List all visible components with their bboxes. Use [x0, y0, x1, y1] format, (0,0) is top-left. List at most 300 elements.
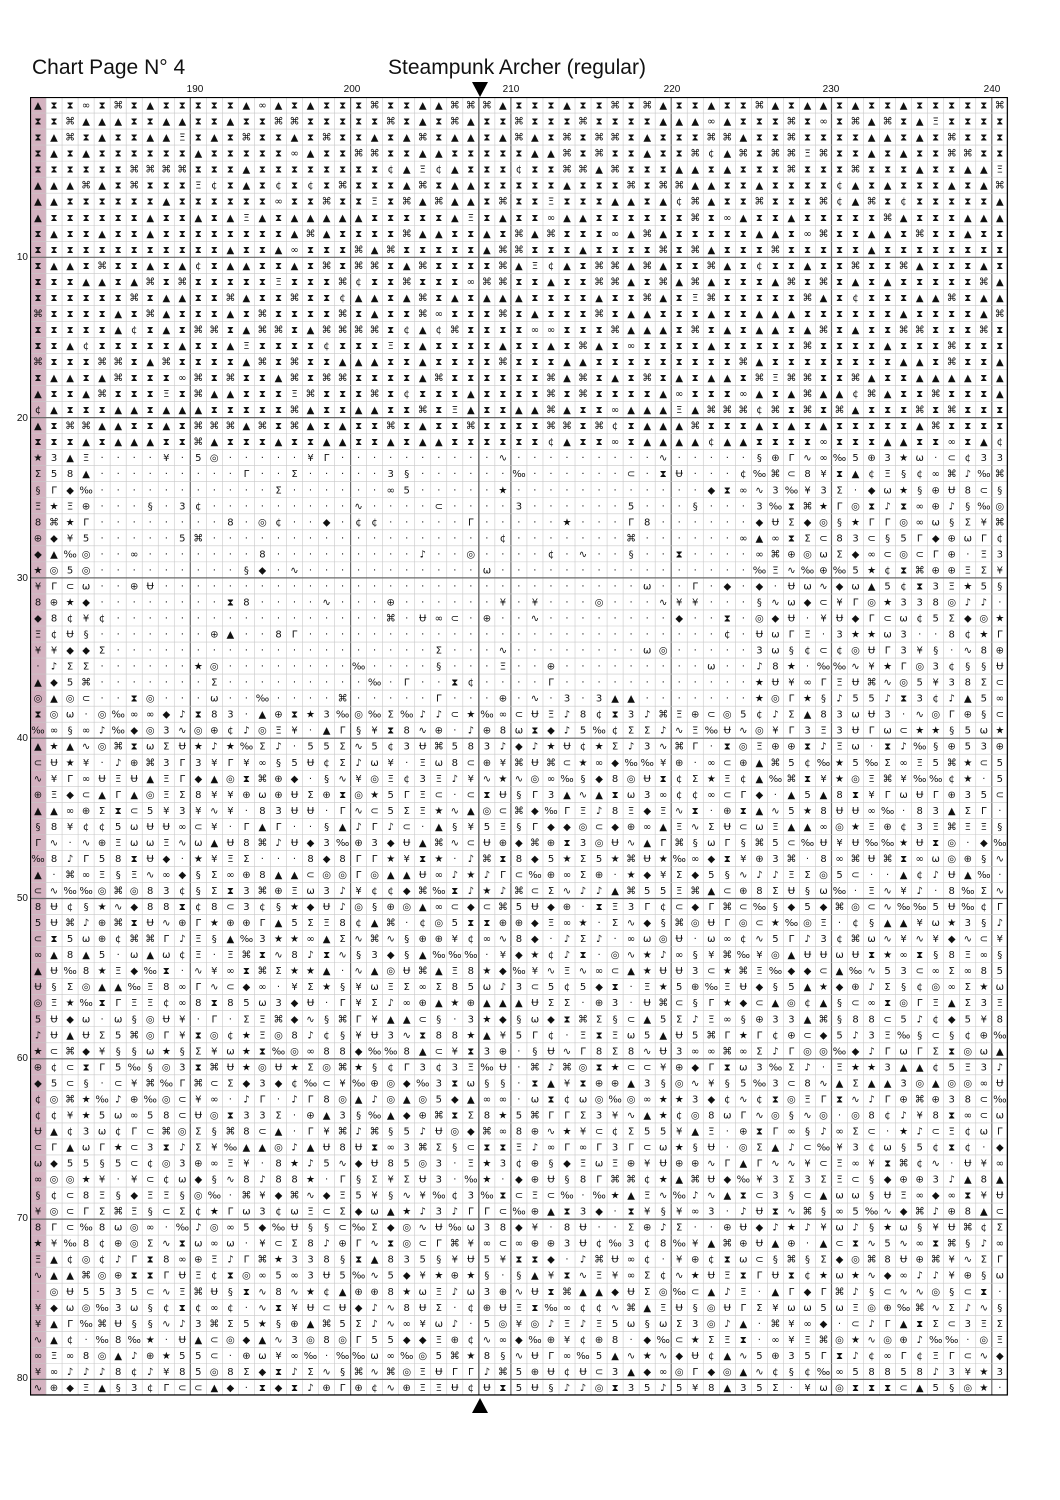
stitch-symbol: ▲ [50, 805, 58, 817]
stitch-symbol: 5 [852, 693, 859, 705]
stitch-symbol: ¢ [66, 613, 74, 625]
stitch-symbol: ⧗ [467, 325, 475, 336]
stitch-symbol: ⊂ [979, 1110, 988, 1122]
stitch-symbol: ∿ [274, 950, 283, 962]
stitch-symbol: ⧗ [451, 1078, 459, 1090]
stitch-symbol: ◎ [979, 1334, 989, 1346]
stitch-symbol: ▲ [659, 405, 668, 417]
stitch-symbol: ¥ [980, 517, 987, 529]
stitch-symbol: · [116, 517, 120, 529]
stitch-symbol: Γ [596, 1174, 602, 1186]
stitch-symbol: ¥ [339, 1078, 346, 1090]
stitch-symbol: ◎ [851, 501, 860, 513]
stitch-symbol: ⊂ [819, 1158, 828, 1170]
stitch-symbol: ‰ [351, 1078, 366, 1090]
stitch-symbol: · [148, 453, 152, 465]
stitch-symbol: ▲ [50, 549, 58, 561]
stitch-symbol: · [629, 453, 633, 465]
stitch-symbol: ⧗ [563, 292, 571, 304]
stitch-symbol: · [357, 581, 361, 593]
stitch-symbol: 3 [772, 1078, 779, 1090]
stitch-symbol: ⧗ [932, 132, 940, 144]
stitch-symbol: · [276, 677, 281, 689]
stitch-symbol: Γ [355, 1014, 362, 1026]
stitch-symbol: ▲ [434, 998, 443, 1010]
stitch-symbol: ⧗ [611, 789, 619, 801]
stitch-symbol: ▲ [466, 389, 475, 401]
stitch-symbol: 8 [563, 1222, 571, 1234]
stitch-symbol: ⧗ [50, 100, 58, 112]
stitch-symbol: ◎ [466, 549, 476, 561]
stitch-symbol: ▲ [499, 998, 507, 1010]
stitch-symbol: ⧗ [916, 196, 924, 208]
stitch-symbol: 8 [259, 549, 266, 561]
stitch-symbol: ★ [161, 1350, 171, 1362]
stitch-symbol: 3 [692, 1318, 699, 1330]
stitch-symbol: ∿ [963, 934, 972, 946]
stitch-symbol: ♪ [419, 549, 426, 561]
stitch-symbol: ▲ [995, 212, 1004, 224]
stitch-symbol: ⧗ [707, 421, 715, 433]
stitch-symbol: ⊂ [514, 1190, 524, 1202]
stitch-symbol: ▲ [274, 918, 283, 930]
stitch-symbol: Γ [403, 789, 410, 801]
stitch-symbol: ⧗ [739, 260, 747, 272]
stitch-symbol: · [709, 613, 713, 625]
stitch-symbol: · [853, 485, 858, 497]
stitch-symbol: 3 [547, 789, 555, 801]
stitch-symbol: ⧗ [355, 341, 363, 352]
stitch-symbol: ⌘ [97, 389, 108, 401]
stitch-symbol: · [645, 469, 649, 481]
stitch-symbol: · [453, 549, 457, 561]
stitch-symbol: ‰ [367, 1110, 382, 1122]
stitch-symbol: ▲ [627, 1366, 635, 1378]
stitch-symbol: · [132, 677, 136, 689]
stitch-symbol: ω [643, 934, 652, 946]
stitch-symbol: ♪ [579, 1254, 587, 1266]
stitch-symbol: ⧗ [787, 244, 795, 256]
stitch-symbol: · [116, 533, 120, 545]
stitch-symbol: ⧗ [98, 196, 106, 208]
stitch-symbol: ⊕ [402, 1382, 411, 1394]
stitch-symbol: ★ [626, 870, 636, 881]
stitch-symbol: ⌘ [690, 212, 701, 224]
stitch-symbol: · [357, 645, 361, 657]
stitch-symbol: ¥ [756, 950, 763, 962]
stitch-symbol: ⧗ [659, 148, 667, 160]
stitch-symbol: ⌘ [658, 276, 669, 288]
stitch-symbol: · [709, 549, 713, 561]
stitch-symbol: ¥ [371, 725, 378, 737]
stitch-symbol: Ξ [948, 1126, 955, 1138]
stitch-symbol: · [741, 677, 745, 689]
stitch-symbol: ⊕ [514, 918, 524, 930]
stitch-symbol: ⧗ [130, 260, 138, 272]
stitch-symbol: ⌘ [369, 148, 380, 160]
stitch-symbol: ‰ [480, 1190, 494, 1202]
stitch-symbol: ⧗ [178, 308, 186, 320]
stitch-symbol: ⧗ [323, 421, 331, 433]
stitch-symbol: · [533, 581, 537, 593]
stitch-symbol: 5 [451, 741, 458, 753]
stitch-symbol: ⧗ [194, 244, 202, 256]
stitch-symbol: ◆ [386, 837, 395, 849]
stitch-symbol: ◎ [851, 1110, 860, 1122]
stitch-symbol: Ξ [868, 821, 875, 833]
stitch-symbol: · [292, 517, 297, 529]
stitch-symbol: · [725, 453, 729, 465]
stitch-symbol: ▲ [819, 292, 828, 304]
stitch-symbol: ¢ [179, 950, 186, 962]
stitch-symbol: ⧗ [948, 325, 956, 336]
stitch-symbol: ⧗ [499, 421, 507, 433]
stitch-symbol: · [180, 966, 184, 978]
stitch-symbol: 5 [996, 773, 1003, 785]
stitch-symbol: ⧗ [210, 308, 218, 320]
stitch-symbol: 3 [435, 1206, 442, 1218]
stitch-symbol: Σ [211, 870, 218, 881]
stitch-symbol: ⊕ [33, 533, 43, 545]
stitch-symbol: ⌘ [145, 308, 156, 320]
stitch-symbol: ⊕ [482, 757, 492, 769]
stitch-symbol: ▲ [418, 100, 427, 112]
stitch-symbol: ⧗ [274, 405, 283, 417]
stitch-symbol: ⊂ [755, 1190, 764, 1202]
stitch-symbol: ⌘ [481, 276, 492, 288]
stitch-symbol: ⧗ [499, 228, 507, 240]
stitch-symbol: · [341, 485, 345, 497]
stitch-symbol: ⊕ [963, 854, 972, 865]
stitch-symbol: ★ [306, 1174, 315, 1186]
stitch-symbol: ▲ [851, 180, 860, 192]
stitch-symbol: ⊂ [65, 1062, 75, 1074]
stitch-symbol: ∿ [81, 741, 91, 753]
stitch-symbol: 8 [82, 1190, 90, 1202]
stitch-symbol: ⊕ [210, 725, 219, 737]
stitch-symbol: ◆ [531, 805, 539, 817]
stitch-symbol: ◆ [691, 902, 700, 913]
stitch-symbol: · [950, 645, 954, 657]
stitch-symbol: ★ [498, 485, 508, 497]
stitch-symbol: ¢ [34, 405, 42, 417]
stitch-symbol: ⌘ [513, 757, 524, 769]
stitch-symbol: § [885, 533, 891, 545]
stitch-symbol: ¥ [579, 1126, 587, 1138]
stitch-symbol: ¥ [163, 1366, 170, 1378]
stitch-symbol: · [196, 613, 200, 625]
stitch-symbol: ▲ [306, 405, 315, 417]
stitch-symbol: ▲ [434, 228, 443, 240]
stitch-symbol: ‰ [592, 725, 606, 737]
stitch-symbol: 5 [323, 1158, 330, 1170]
stitch-symbol: ⧗ [483, 164, 491, 176]
stitch-symbol: Ξ [419, 1366, 426, 1378]
stitch-symbol: ⌘ [305, 389, 316, 401]
stitch-symbol: ⧗ [194, 276, 202, 288]
stitch-symbol: ∿ [867, 1238, 876, 1250]
stitch-symbol: ⌘ [738, 148, 749, 160]
stitch-symbol: Ξ [868, 886, 875, 897]
stitch-symbol: 5 [644, 1126, 651, 1138]
stitch-symbol: ⧗ [194, 164, 202, 176]
stitch-symbol: ▲ [450, 132, 459, 144]
stitch-symbol: ⊂ [979, 485, 988, 497]
stitch-symbol: ⧗ [723, 292, 731, 304]
stitch-symbol: ▲ [627, 196, 635, 208]
stitch-symbol: · [501, 677, 505, 689]
stitch-symbol: ▲ [787, 950, 796, 962]
stitch-symbol: ⌘ [930, 389, 941, 401]
stitch-symbol: ▲ [146, 260, 155, 272]
stitch-symbol: ∞ [130, 709, 139, 721]
stitch-symbol: ∞ [65, 1350, 75, 1362]
stitch-symbol: ▲ [851, 276, 860, 288]
stitch-symbol: ▲ [771, 228, 780, 240]
stitch-symbol: ⧗ [835, 164, 844, 176]
stitch-symbol: Σ [932, 1318, 939, 1330]
stitch-symbol: § [35, 1190, 41, 1202]
stitch-symbol: ω [434, 757, 443, 769]
stitch-symbol: ★ [482, 1014, 492, 1026]
stitch-symbol: · [709, 629, 713, 641]
stitch-symbol: ⌘ [449, 1350, 460, 1362]
stitch-symbol: ⧗ [531, 421, 539, 433]
stitch-symbol: · [276, 469, 281, 481]
stitch-symbol: · [677, 645, 681, 657]
stitch-symbol: ¥ [644, 1158, 651, 1170]
stitch-symbol: ▲ [418, 421, 427, 433]
stitch-symbol: · [870, 870, 874, 881]
stitch-symbol: ⧗ [178, 212, 186, 224]
stitch-symbol: ‰ [816, 1366, 831, 1378]
stitch-symbol: ω [81, 934, 91, 946]
stitch-symbol: ∿ [819, 581, 828, 593]
stitch-symbol: ⌘ [129, 164, 140, 176]
stitch-symbol: ⧗ [595, 437, 603, 449]
stitch-symbol: ⊂ [626, 1014, 636, 1026]
stitch-symbol: · [389, 453, 393, 465]
stitch-symbol: ◆ [531, 918, 539, 930]
stitch-symbol: ◎ [258, 725, 267, 737]
stitch-symbol: ∞ [418, 982, 427, 994]
stitch-symbol: Γ [163, 1270, 170, 1282]
stitch-symbol: ⌘ [145, 164, 156, 176]
stitch-symbol: ◆ [386, 1222, 395, 1234]
stitch-symbol: ⧗ [803, 741, 812, 753]
stitch-symbol: 3 [179, 1062, 186, 1074]
stitch-symbol: · [533, 453, 537, 465]
stitch-symbol: ‰ [95, 1094, 109, 1106]
stitch-symbol: ▲ [450, 212, 459, 224]
stitch-symbol: ▲ [66, 1030, 74, 1042]
stitch-symbol: · [998, 870, 1002, 881]
stitch-symbol: ⊂ [755, 1254, 764, 1266]
stitch-symbol: ∞ [562, 870, 572, 881]
stitch-symbol: Σ [435, 1302, 442, 1314]
stitch-symbol: ∞ [707, 789, 716, 801]
stitch-symbol: ¢ [804, 645, 811, 657]
stitch-symbol: ⌘ [770, 244, 781, 256]
stitch-symbol: ★ [674, 1094, 684, 1106]
stitch-symbol: ▲ [322, 966, 331, 978]
stitch-symbol: · [164, 1334, 168, 1346]
stitch-symbol: ⊂ [803, 1142, 812, 1154]
stitch-symbol: ⧗ [387, 260, 395, 272]
stitch-symbol: ⧗ [242, 405, 250, 417]
stitch-symbol: ♪ [868, 1094, 875, 1106]
stitch-symbol: 3 [563, 693, 571, 705]
stitch-symbol: ♪ [179, 1142, 186, 1154]
stitch-symbol: ⧗ [435, 276, 443, 288]
stitch-symbol: ◆ [883, 1270, 892, 1282]
stitch-symbol: ¢ [195, 1206, 202, 1218]
stitch-symbol: ◎ [161, 1094, 171, 1106]
stitch-symbol: ⧗ [66, 437, 74, 449]
stitch-symbol: ⌘ [578, 341, 588, 352]
stitch-symbol: ⊂ [434, 789, 443, 801]
stitch-symbol: ω [242, 1206, 251, 1218]
stitch-symbol: ¥ [788, 1318, 795, 1330]
stitch-symbol: 8 [644, 517, 651, 529]
stitch-symbol: ‰ [736, 1174, 751, 1186]
stitch-symbol: ▲ [787, 421, 796, 433]
stitch-symbol: ⧗ [178, 421, 186, 433]
stitch-symbol: ⊕ [947, 533, 956, 545]
stitch-symbol: ⌘ [706, 1030, 717, 1042]
stitch-symbol: ¥ [355, 1030, 362, 1042]
stitch-symbol: 8 [467, 966, 474, 978]
stitch-symbol: ♪ [820, 741, 827, 753]
stitch-symbol: ⌘ [241, 132, 252, 144]
stitch-symbol: ∞ [915, 854, 924, 865]
stitch-symbol: ∞ [210, 1238, 219, 1250]
stitch-symbol: · [966, 1334, 970, 1346]
stitch-symbol: ⌘ [626, 1174, 637, 1186]
stitch-symbol: ⧗ [162, 437, 170, 449]
stitch-symbol: Ʉ [659, 1158, 667, 1170]
stitch-symbol: ω [626, 1030, 636, 1042]
stitch-symbol: ⌘ [642, 260, 653, 272]
stitch-symbol: ω [979, 1046, 988, 1058]
stitch-symbol: ▲ [226, 308, 235, 320]
stitch-symbol: · [180, 597, 184, 609]
stitch-symbol: ◆ [595, 773, 603, 785]
stitch-symbol: ω [162, 950, 171, 962]
stitch-symbol: ⧗ [611, 357, 619, 368]
stitch-symbol: ▲ [466, 405, 475, 417]
stitch-symbol: Ʉ [419, 1302, 427, 1314]
stitch-symbol: ⊂ [803, 1030, 812, 1042]
stitch-symbol: ◆ [354, 1206, 363, 1218]
stitch-symbol: ⌘ [321, 196, 332, 208]
stitch-symbol: Γ [548, 1350, 554, 1362]
stitch-symbol: ▲ [98, 1382, 106, 1394]
stitch-symbol: ω [851, 709, 860, 721]
stitch-symbol: ⧗ [499, 164, 507, 176]
stitch-symbol: § [195, 870, 201, 881]
stitch-symbol: ω [434, 1318, 443, 1330]
stitch-symbol: ⧗ [739, 341, 747, 352]
stitch-symbol: 8 [387, 1158, 394, 1170]
stitch-symbol: ⧗ [242, 1286, 250, 1298]
stitch-symbol: ¥ [740, 854, 747, 865]
stitch-symbol: ⧗ [803, 276, 812, 288]
stitch-symbol: ⧗ [803, 164, 812, 176]
stitch-symbol: ⊕ [130, 581, 139, 593]
stitch-symbol: ⧗ [916, 148, 924, 160]
stitch-symbol: § [340, 1366, 346, 1378]
stitch-symbol: ¢ [275, 1206, 282, 1218]
stitch-symbol: · [693, 629, 697, 641]
stitch-symbol: ⧗ [531, 1302, 539, 1314]
stitch-symbol: ⊕ [226, 918, 235, 930]
stitch-symbol: ω [482, 982, 492, 994]
stitch-symbol: ⧗ [755, 1126, 763, 1138]
stitch-symbol: ⧗ [98, 998, 106, 1010]
stitch-symbol: § [340, 1030, 346, 1042]
stitch-symbol: § [51, 982, 57, 994]
stitch-symbol: ⌘ [722, 405, 733, 417]
stitch-symbol: ⊕ [33, 789, 43, 801]
stitch-symbol: ⧗ [290, 276, 299, 288]
stitch-symbol: ∿ [386, 1382, 395, 1394]
stitch-symbol: ¢ [676, 773, 683, 785]
stitch-symbol: ⧗ [290, 100, 299, 112]
stitch-symbol: ▲ [771, 308, 780, 320]
stitch-symbol: Ξ [900, 1190, 907, 1202]
stitch-symbol: ⧗ [948, 308, 956, 320]
stitch-symbol: ⧗ [835, 1094, 844, 1106]
stitch-symbol: Ʉ [948, 1222, 956, 1234]
stitch-symbol: ω [835, 1190, 844, 1202]
stitch-symbol: ‰ [832, 565, 847, 577]
stitch-symbol: ★ [995, 613, 1005, 625]
stitch-symbol: · [821, 1062, 826, 1074]
stitch-symbol: ⧗ [547, 100, 555, 112]
stitch-symbol: ⧗ [371, 421, 379, 433]
stitch-symbol: ◎ [49, 1206, 59, 1218]
stitch-symbol: ⧗ [675, 100, 683, 112]
stitch-symbol: ★ [883, 597, 893, 609]
stitch-symbol: § [837, 517, 842, 529]
stitch-symbol: · [373, 581, 377, 593]
stitch-symbol: 3 [980, 453, 987, 465]
stitch-symbol: § [869, 1174, 875, 1186]
stitch-symbol: ⌘ [33, 357, 43, 368]
stitch-symbol: ♪ [772, 709, 779, 721]
stitch-symbol: ⧗ [419, 276, 427, 288]
stitch-symbol: 5 [195, 1350, 202, 1362]
stitch-symbol: · [565, 629, 569, 641]
stitch-symbol: ⊂ [498, 805, 508, 817]
stitch-symbol: 8 [243, 837, 250, 849]
stitch-symbol: ▲ [659, 228, 668, 240]
stitch-symbol: ▲ [274, 244, 283, 256]
stitch-symbol: 5 [932, 757, 939, 769]
stitch-symbol: ▲ [210, 437, 219, 449]
stitch-symbol: ⧗ [98, 100, 106, 112]
stitch-symbol: § [276, 902, 281, 913]
stitch-symbol: § [965, 661, 971, 673]
stitch-symbol: ▲ [34, 389, 42, 401]
row-number: 10 [16, 252, 28, 263]
stitch-symbol: ‰ [704, 725, 719, 737]
stitch-symbol: · [629, 485, 633, 497]
stitch-symbol: ◆ [354, 1302, 363, 1314]
stitch-symbol: ‰ [993, 1094, 1007, 1106]
stitch-symbol: § [981, 918, 987, 930]
